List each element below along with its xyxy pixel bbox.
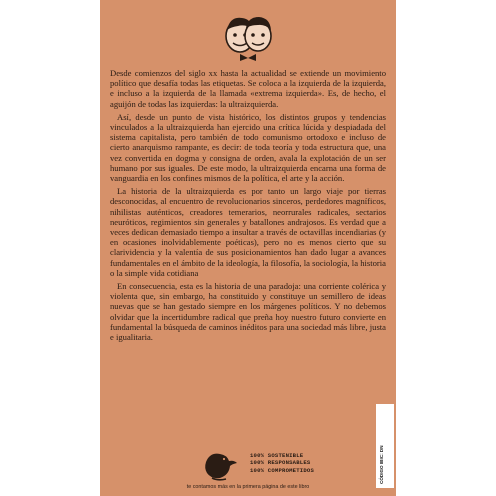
paragraph-3: La historia de la ultraizquierda es por tanto un largo viaje por tierras desconocidas, al encuentro de revolucionarios sinceros, perdedores magníficos, nihilistas auténticos, creadores temerarios, neorrurales radicales, sectarios neuróticos, regimientos sin generales y batallones andrajosos. Es verdad que a veces dedican demasiado tiempo a insultar a través de octavillas incendiarias (y en ocasiones inolvidablemente poéticas), pero no es menos cierto que su clarividencia y la valentía de sus posicionamientos han dado lugar a avances fundamentales en el ámbito de la ideología, la filosofía, la sociología, la historia o la simple vida cotidiana <box>110 186 386 278</box>
paragraph-4: En consecuencia, esta es la historia de una paradoja: una corriente colérica y violenta que, sin embargo, ha constituido y constituye un semillero de ideas nuevas que se han gestado siempre en los márgenes políticos. Y no debemos olvidar que la incertidumbre radical que preña hoy nuestro futuro convierte en fundamental la búsqueda de caminos inéditos para una sociedad más libre, justa e igualitaria. <box>110 281 386 343</box>
back-cover-text <box>110 68 386 345</box>
paragraph-2: Así, desde un punto de vista histórico, los distintos grupos y tendencias vinculados a la ultraizquierda han ejercido una crítica lúcida y despiadada del sistema capitalista, pero también de todo comunismo ortodoxo e incluso de cierto anarquismo rampante, es decir: de toda teoría y toda estructura que, una vez convertida en dogma y consigna de orden, avala la explotación de un ser humano por sus iguales. De este modo, la ultraizquierda encarna una forma de vanguardia en los confines mismos de la política, el arte y la acción. <box>110 111 386 184</box>
footer-tagline: te contamos más en la primera página de este libro <box>186 484 310 490</box>
ibic-code-box <box>376 404 394 488</box>
stamp-line-1: 100% SOSTENIBLE <box>250 452 304 459</box>
sustainability-stamp <box>250 452 314 474</box>
paragraph-1: Desde comienzos del siglo xx hasta la actualidad se extiende un movimiento político que desafía todas las etiquetas. Se coloca a la izquierda de la izquierda, e incluso a la izquierda de la llamada «extrema izquierda». Es, de hecho, el aguijón de todas las izquierdas: la ultraizquierda. <box>110 68 386 109</box>
bird-logo-icon <box>200 448 240 482</box>
stamp-line-3: 100% COMPROMETIDOS <box>250 466 315 474</box>
stamp-line-2: 100% RESPONSABLES <box>250 459 311 467</box>
ibic-code-label: CÓDIGO IBIC: DN <box>379 445 384 484</box>
cover-footer <box>100 446 396 496</box>
twin-faces-icon <box>218 8 278 64</box>
book-back-cover <box>100 0 396 496</box>
